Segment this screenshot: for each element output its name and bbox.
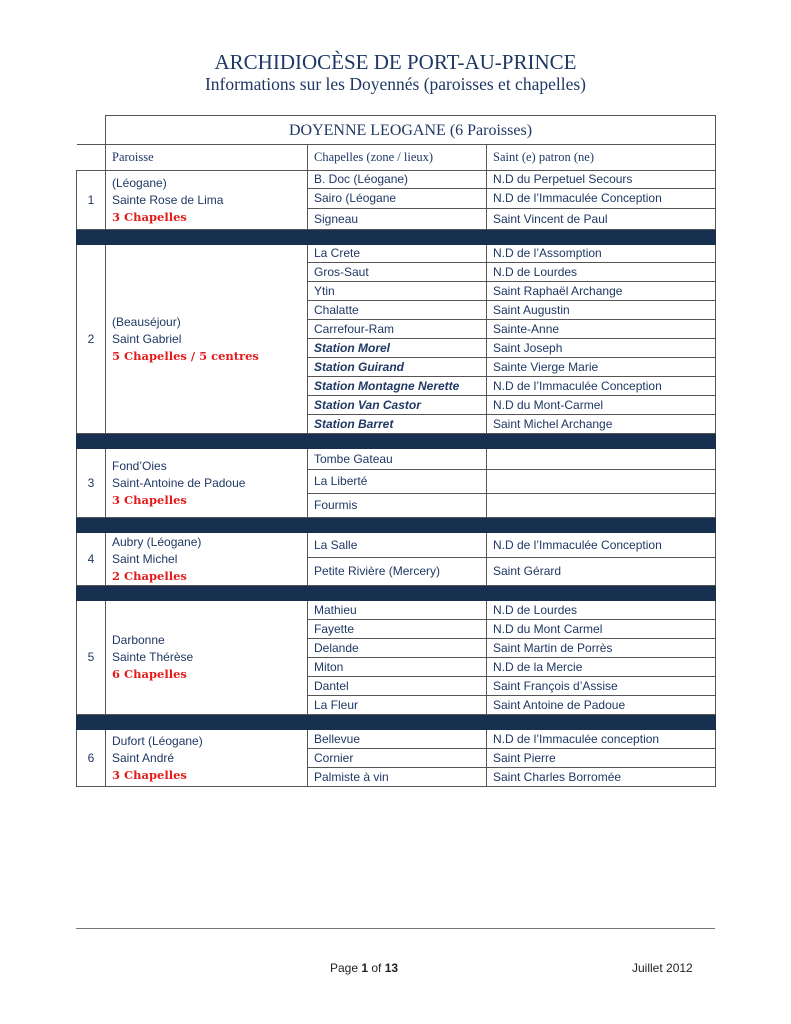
patron-saint: Sainte Vierge Marie (487, 358, 716, 377)
chapel-name: Tombe Gateau (308, 449, 487, 470)
parish-number: 4 (77, 533, 106, 586)
parish-line: Dufort (Léogane) (112, 733, 203, 748)
chapel-name: Fayette (308, 620, 487, 639)
separator-bar (77, 518, 716, 533)
section-separator (77, 586, 716, 601)
chapel-name: Chalatte (308, 301, 487, 320)
chapel-count: 2 Chapelles (112, 568, 187, 583)
patron-saint: Saint Joseph (487, 339, 716, 358)
parish-number: 2 (77, 245, 106, 434)
column-header-parish: Paroisse (106, 145, 308, 171)
empty-corner (77, 116, 106, 145)
separator-bar (77, 434, 716, 449)
page-indicator (330, 961, 398, 975)
section-separator (77, 518, 716, 533)
page-current: 1 (361, 961, 369, 975)
chapel-name: Fourmis (308, 494, 487, 518)
parish-line: Saint André (112, 750, 175, 765)
parish-line: Sainte Thérèse (112, 650, 194, 664)
patron-saint: Saint Gérard (487, 558, 716, 586)
patron-saint: Saint Michel Archange (487, 415, 716, 434)
page-separator: of (368, 961, 385, 975)
parish-cell (106, 245, 308, 434)
parish-cell (106, 601, 308, 715)
page-total: 13 (384, 961, 399, 975)
column-header-patron: Saint (e) patron (ne) (487, 145, 716, 171)
patron-saint (487, 449, 716, 470)
section-separator (77, 434, 716, 449)
patron-saint: N.D de l’Assomption (487, 245, 716, 263)
separator-bar (77, 586, 716, 601)
chapel-name: Delande (308, 639, 487, 658)
patron-saint: N.D du Mont-Carmel (487, 396, 716, 415)
deanery-table (76, 115, 716, 787)
chapel-count: 3 Chapelles (112, 492, 187, 507)
table-row (77, 245, 716, 263)
table-row (77, 533, 716, 558)
chapel-name: Cornier (308, 749, 487, 768)
parish-cell (106, 533, 308, 586)
document-subtitle: Informations sur les Doyennés (paroisses et chapelles) (204, 74, 586, 94)
chapel-name: Petite Rivière (Mercery) (308, 558, 487, 586)
parish-cell (106, 730, 308, 787)
chapel-name: Mathieu (308, 601, 487, 620)
chapel-name: Station Guirand (308, 358, 487, 377)
chapel-name: Station Morel (308, 339, 487, 358)
parish-line: Fond’Oies (112, 458, 167, 473)
patron-saint: N.D de l’Immaculée Conception (487, 533, 716, 558)
parish-line: Darbonne (112, 633, 165, 647)
patron-saint: N.D de l’Immaculée conception (487, 730, 716, 749)
table-row (77, 601, 716, 620)
chapel-name: Palmiste à vin (308, 768, 487, 787)
section-separator (77, 230, 716, 245)
document-title: ARCHIDIOCÈSE DE PORT-AU-PRINCE (214, 50, 577, 74)
separator-bar (77, 230, 716, 245)
parish-number: 3 (77, 449, 106, 518)
parish-cell (106, 171, 308, 230)
parish-line: (Beauséjour) (112, 314, 181, 329)
chapel-count: 6 Chapelles (112, 667, 187, 681)
patron-saint: N.D du Mont Carmel (487, 620, 716, 639)
chapel-count: 3 Chapelles (112, 209, 187, 224)
patron-saint: Saint Augustin (487, 301, 716, 320)
chapel-name: Dantel (308, 677, 487, 696)
chapel-name: Station Van Castor (308, 396, 487, 415)
patron-saint: Saint Vincent de Paul (487, 209, 716, 230)
parish-number: 1 (77, 171, 106, 230)
patron-saint: N.D de l’Immaculée Conception (487, 377, 716, 396)
table-row (77, 171, 716, 189)
patron-saint: N.D de l’Immaculée Conception (487, 189, 716, 209)
chapel-name: Signeau (308, 209, 487, 230)
patron-saint: Saint Martin de Porrès (487, 639, 716, 658)
footer-divider (76, 928, 715, 929)
separator-bar (77, 715, 716, 730)
parish-line: Saint-Antoine de Padoue (112, 475, 246, 490)
table-row (77, 449, 716, 470)
patron-saint: Sainte-Anne (487, 320, 716, 339)
patron-saint: N.D de Lourdes (487, 263, 716, 282)
patron-saint: N.D de Lourdes (487, 601, 716, 620)
patron-saint: N.D de la Mercie (487, 658, 716, 677)
parish-line: Aubry (Léogane) (112, 534, 202, 549)
chapel-name: Miton (308, 658, 487, 677)
chapel-name: Station Barret (308, 415, 487, 434)
patron-saint: Saint Raphaël Archange (487, 282, 716, 301)
chapel-name: Bellevue (308, 730, 487, 749)
chapel-name: Sairo (Léogane (308, 189, 487, 209)
table-row (77, 730, 716, 749)
chapel-name: B. Doc (Léogane) (308, 171, 487, 189)
chapel-count: 3 Chapelles (112, 767, 187, 782)
patron-saint (487, 470, 716, 494)
parish-line: Saint Gabriel (112, 331, 182, 346)
chapel-name: La Salle (308, 533, 487, 558)
parish-line: Saint Michel (112, 551, 178, 566)
parish-cell (106, 449, 308, 518)
chapel-name: La Liberté (308, 470, 487, 494)
chapel-count: 5 Chapelles / 5 centres (112, 348, 259, 363)
parish-line: (Léogane) (112, 175, 167, 190)
chapel-name: Gros-Saut (308, 263, 487, 282)
chapel-name: La Fleur (308, 696, 487, 715)
patron-saint: Saint Charles Borromée (487, 768, 716, 787)
page-prefix: Page (330, 961, 362, 975)
deanery-header: DOYENNE LEOGANE (6 Paroisses) (106, 116, 716, 145)
patron-saint: Saint Pierre (487, 749, 716, 768)
chapel-name: Carrefour-Ram (308, 320, 487, 339)
patron-saint (487, 494, 716, 518)
parish-number: 5 (77, 601, 106, 715)
chapel-name: Station Montagne Nerette (308, 377, 487, 396)
footer-date: Juillet 2012 (632, 961, 693, 975)
chapel-name: La Crete (308, 245, 487, 263)
empty-corner (77, 145, 106, 171)
patron-saint: Saint François d’Assise (487, 677, 716, 696)
parish-line: Sainte Rose de Lima (112, 192, 224, 207)
patron-saint: N.D du Perpetuel Secours (487, 171, 716, 189)
section-separator (77, 715, 716, 730)
parish-number: 6 (77, 730, 106, 787)
column-header-chapels: Chapelles (zone / lieux) (308, 145, 487, 171)
chapel-name: Ytin (308, 282, 487, 301)
patron-saint: Saint Antoine de Padoue (487, 696, 716, 715)
